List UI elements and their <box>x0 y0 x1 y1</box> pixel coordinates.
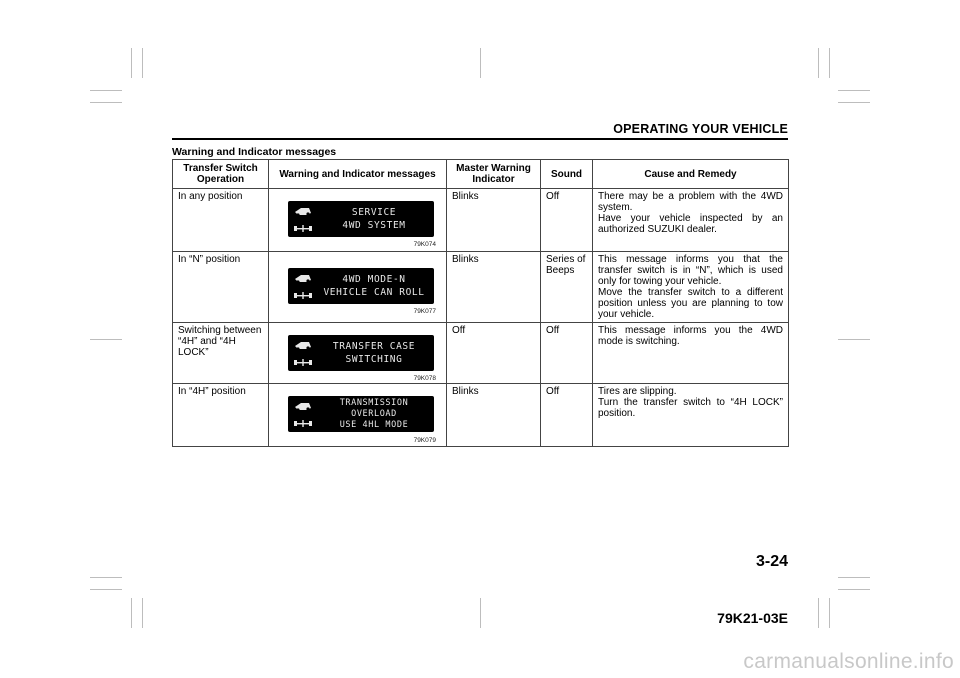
crop-mark <box>142 48 143 78</box>
sound-cell: Off <box>541 384 593 447</box>
image-code: 79K074 <box>413 241 436 248</box>
message-display-cell <box>269 252 447 323</box>
column-header-messages: Warning and Indicator messages <box>269 160 447 189</box>
crop-mark <box>90 102 122 103</box>
image-code: 79K077 <box>413 308 436 315</box>
master-warning-cell: Blinks <box>447 252 541 323</box>
4wd-vehicle-icon <box>292 400 314 428</box>
message-display-cell <box>269 323 447 384</box>
display-line: SWITCHING <box>345 354 403 365</box>
cause-text: Tires are slipping. <box>598 386 677 397</box>
table-row <box>173 384 789 447</box>
display-line: OVERLOAD <box>351 408 397 419</box>
crop-mark <box>818 598 819 628</box>
display-line: TRANSMISSION <box>339 397 409 408</box>
warning-messages-table <box>172 159 789 447</box>
master-warning-cell: Off <box>447 323 541 384</box>
sound-cell: Off <box>541 189 593 252</box>
operation-cell: In any position <box>173 189 269 252</box>
cause-text: This message informs you that the transfer switch is in “N”, which is used only for towing your vehicle. <box>598 254 783 287</box>
crop-mark <box>838 102 870 103</box>
cause-text: Have your vehicle inspected by an authorized SUZUKI dealer. <box>598 213 783 235</box>
header-rule <box>172 138 788 140</box>
crop-mark <box>818 48 819 78</box>
cause-remedy-cell <box>593 252 789 323</box>
crop-mark <box>838 339 870 340</box>
table-row <box>173 189 789 252</box>
crop-mark <box>131 48 132 78</box>
4wd-vehicle-icon <box>292 272 314 300</box>
cause-text: Move the transfer switch to a different position unless you are planning to tow your vehicle. <box>598 287 783 320</box>
sound-cell: Off <box>541 323 593 384</box>
lcd-display <box>288 201 434 237</box>
crop-mark <box>90 339 122 340</box>
cause-remedy-cell <box>593 384 789 447</box>
table-row <box>173 323 789 384</box>
operation-cell: In “N” position <box>173 252 269 323</box>
crop-mark <box>838 90 870 91</box>
4wd-vehicle-icon <box>292 339 314 367</box>
message-display-cell <box>269 384 447 447</box>
cause-text: There may be a problem with the 4WD system. <box>598 191 783 213</box>
crop-mark <box>131 598 132 628</box>
section-title: Warning and Indicator messages <box>172 146 337 158</box>
4wd-vehicle-icon <box>292 205 314 233</box>
crop-mark <box>838 577 870 578</box>
master-warning-cell: Blinks <box>447 384 541 447</box>
table-row <box>173 252 789 323</box>
operation-cell: In “4H” position <box>173 384 269 447</box>
image-code: 79K079 <box>413 437 436 444</box>
image-code: 79K078 <box>413 375 436 382</box>
column-header-sound: Sound <box>541 160 593 189</box>
lcd-display <box>288 268 434 304</box>
crop-mark <box>829 598 830 628</box>
display-line: VEHICLE CAN ROLL <box>323 287 425 298</box>
cause-remedy-cell <box>593 323 789 384</box>
column-header-cause: Cause and Remedy <box>593 160 789 189</box>
page-number: 3-24 <box>755 553 788 570</box>
message-display-cell <box>269 189 447 252</box>
display-line: USE 4HL MODE <box>339 419 409 430</box>
lcd-display <box>288 335 434 371</box>
master-warning-cell: Blinks <box>447 189 541 252</box>
crop-mark <box>90 90 122 91</box>
page-header-title: OPERATING YOUR VEHICLE <box>613 122 788 136</box>
sound-cell: Series of Beeps <box>541 252 593 323</box>
crop-mark <box>480 598 481 628</box>
crop-mark <box>90 589 122 590</box>
display-line: SERVICE <box>351 207 397 218</box>
cause-remedy-cell <box>593 189 789 252</box>
lcd-display <box>288 396 434 432</box>
crop-mark <box>829 48 830 78</box>
crop-mark <box>838 589 870 590</box>
column-header-master-warning: Master Warning Indicator <box>447 160 541 189</box>
cause-text: This message informs you the 4WD mode is switching. <box>598 325 783 347</box>
display-line: TRANSFER CASE <box>332 341 416 352</box>
watermark: carmanualsonline.info <box>743 650 954 673</box>
table-header-row <box>173 160 789 189</box>
crop-mark <box>142 598 143 628</box>
document-code: 79K21-03E <box>717 610 788 626</box>
column-header-operation: Transfer Switch Operation <box>173 160 269 189</box>
display-line: 4WD SYSTEM <box>342 220 406 231</box>
crop-mark <box>480 48 481 78</box>
crop-mark <box>90 577 122 578</box>
display-line: 4WD MODE-N <box>342 274 406 285</box>
cause-text: Turn the transfer switch to “4H LOCK” position. <box>598 397 783 419</box>
operation-cell: Switching between “4H” and “4H LOCK” <box>173 323 269 384</box>
